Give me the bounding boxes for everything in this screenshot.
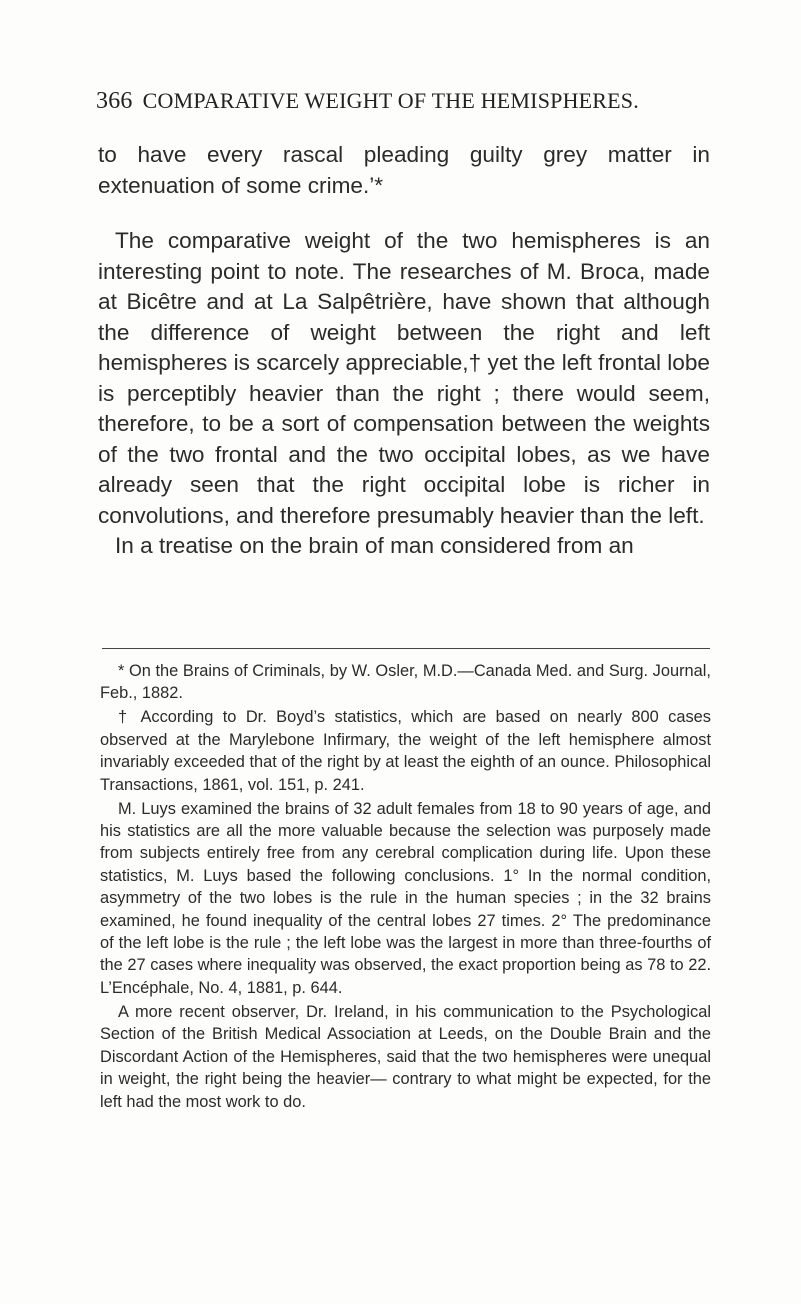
page-number: 366 [96,88,133,114]
footnotes [100,660,711,1113]
main-text [98,140,710,562]
running-title: COMPARATIVE WEIGHT OF THE HEMISPHERES. [142,88,639,113]
paragraph-hemispheres: The comparative weight of the two hemispheres is an interesting point to note. The researches of M. Broca, made at Bicêtre and at La Salpêtrière, have shown that although the difference of weight between the right and left hemispheres is scarcely appreciable,† yet the left frontal lobe is perceptibly heavier than the right ; there would seem, therefore, to be a sort of compensation between the weights of the two frontal and the two occipital lobes, as we have already seen that the right occipital lobe is richer in convolutions, and therefore presumably heavier than the left. [98,228,710,528]
paragraph-continued: to have every rascal pleading guilty grey matter in extenuation of some crime.’* [98,142,710,198]
footnote-ireland: A more recent observer, Dr. Ireland, in his communication to the Psychological Section of the British Medical Association at Leeds, on the Double Brain and the Discordant Action of the Hemispheres, said that the two hemispheres were unequal in weight, the right being the heavier— contrary to what might be expected, for the left had the most work to do. [100,1002,711,1111]
footnote-osler: * On the Brains of Criminals, by W. Osler, M.D.—Canada Med. and Surg. Journal, Feb., 1882. [100,662,711,703]
footnote-luys: M. Luys examined the brains of 32 adult females from 18 to 90 years of age, and his statistics are all the more valuable because the selection was purposely made from subjects entirely free from any cerebral complication during life. Upon these statistics, M. Luys based the following conclusions. 1° In the normal condition, asymmetry of the two lobes is the rule in the human species ; in the 32 brains examined, he found inequality of the central lobes 27 times. 2° The predominance of the left lobe is the rule ; the left lobe was the largest in more than three-fourths of the 27 cases where inequality was observed, the exact proportion being as 78 to 22. L’Encéphale, No. 4, 1881, p. 644. [100,799,711,997]
footnote-boyd: † According to Dr. Boyd’s statistics, which are based on nearly 800 cases observed at the Marylebone Infirmary, the weight of the left hemisphere almost invariably exceeded that of the right by at least the eighth of an ounce. Philosophical Transactions, 1861, vol. 151, p. 241. [100,708,711,794]
footnote-divider [102,648,710,649]
running-header [96,88,736,115]
paragraph-treatise: In a treatise on the brain of man considered from an [115,533,634,558]
